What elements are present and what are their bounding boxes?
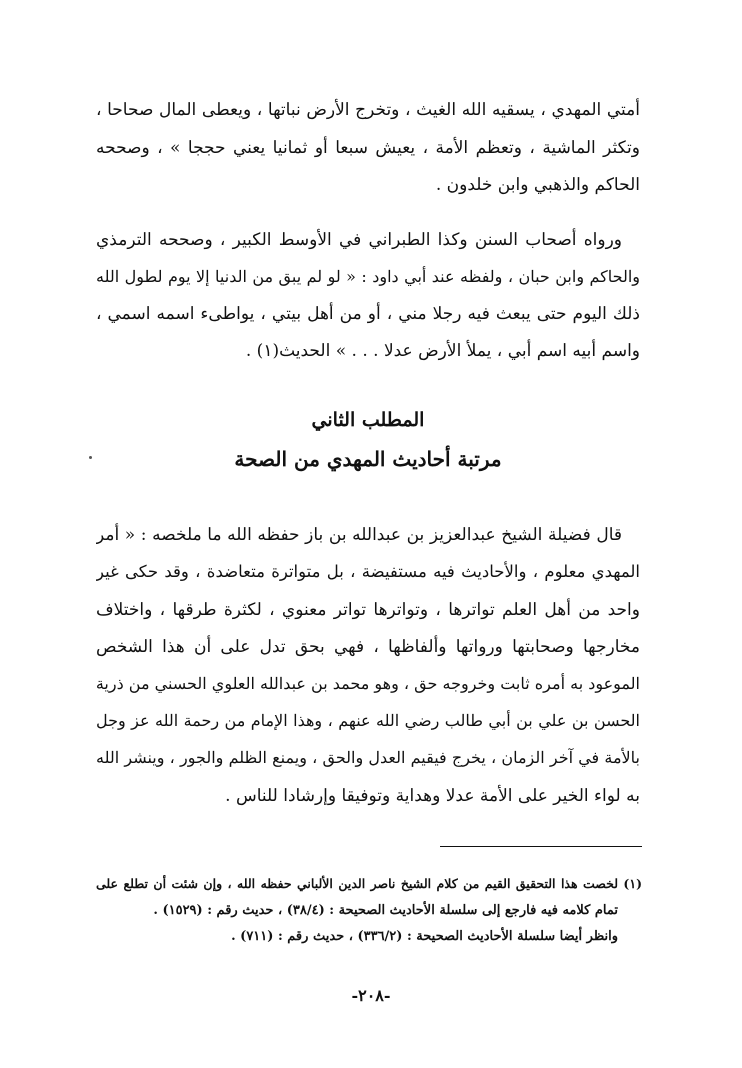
page-speck bbox=[89, 456, 92, 459]
text-line: مخارجها وصحابتها ورواتها وألفاظها ، فهي بحق تدل على أن هذا الشخص bbox=[96, 637, 640, 657]
text-line: أمتي المهدي ، يسقيه الله الغيث ، وتخرج الأرض نباتها ، ويعطى المال صحاحا ، bbox=[96, 100, 640, 120]
text-line: قال فضيلة الشيخ عبدالعزيز بن عبدالله بن باز حفظه الله ما ملخصه : « أمر bbox=[96, 525, 622, 545]
footnote-line: تمام كلامه فيه فارجع إلى سلسلة الأحاديث الصحيحة : (٣٨/٤) ، حديث رقم : (١٥٢٩) . bbox=[153, 903, 618, 918]
text-line: الحسن بن علي بن أبي طالب رضي الله عنهم ، وهذا الإمام من رحمة الله عز وجل bbox=[96, 711, 640, 730]
text-line: المهدي معلوم ، والأحاديث فيه مستفيضة ، بل متواترة متعاضدة ، وقد حكى غير bbox=[96, 562, 640, 581]
text-line: الموعود به أمره ثابت وخروجه حق ، وهو محمد بن عبدالله العلوي الحسني من ذرية bbox=[96, 674, 640, 693]
text-line: والحاكم وابن حبان ، ولفظه عند أبي داود : « لو لم يبق من الدنيا إلا يوم لطول الله bbox=[96, 267, 640, 286]
footnote-separator bbox=[440, 846, 642, 847]
text-line: ذلك اليوم حتى يبعث فيه رجلا مني ، أو من أهل بيتي ، يواطىء اسمه اسمي ، bbox=[96, 304, 640, 324]
text-line: الحاكم والذهبي وابن خلدون . bbox=[435, 175, 640, 195]
section-heading: المطلب الثاني bbox=[311, 409, 425, 431]
footnote-line: (١) لخصت هذا التحقيق القيم من كلام الشيخ ناصر الدين الألباني حفظه الله ، وإن شئت أن تطلع على bbox=[96, 876, 642, 891]
text-line: واحد من أهل العلم تواترها ، وتواترها تواتر معنوي ، لكثرة طرقها ، واختلاف bbox=[96, 600, 640, 620]
text-line: ورواه أصحاب السنن وكذا الطبراني في الأوسط الكبير ، وصححه الترمذي bbox=[96, 230, 622, 250]
text-line: بالأمة في آخر الزمان ، يخرج فيقيم العدل والحق ، ويمنع الظلم والجور ، وينشر الله bbox=[96, 748, 640, 767]
text-line: واسم أبيه اسم أبي ، يملأ الأرض عدلا . . . » الحديث(١) . bbox=[245, 341, 640, 361]
footnote-line: وانظر أيضا سلسلة الأحاديث الصحيحة : (٣٣٦/٢) ، حديث رقم : (٧١١) . bbox=[231, 929, 618, 944]
text-line: به لواء الخير على الأمة عدلا وهداية وتوفيقا وإرشادا للناس . bbox=[225, 786, 640, 806]
section-subheading: مرتبة أحاديث المهدي من الصحة bbox=[234, 447, 502, 471]
page-number: -٢٠٨- bbox=[351, 986, 391, 1005]
text-line: وتكثر الماشية ، وتعظم الأمة ، يعيش سبعا أو ثمانيا يعني حججا » ، وصححه bbox=[96, 138, 640, 158]
